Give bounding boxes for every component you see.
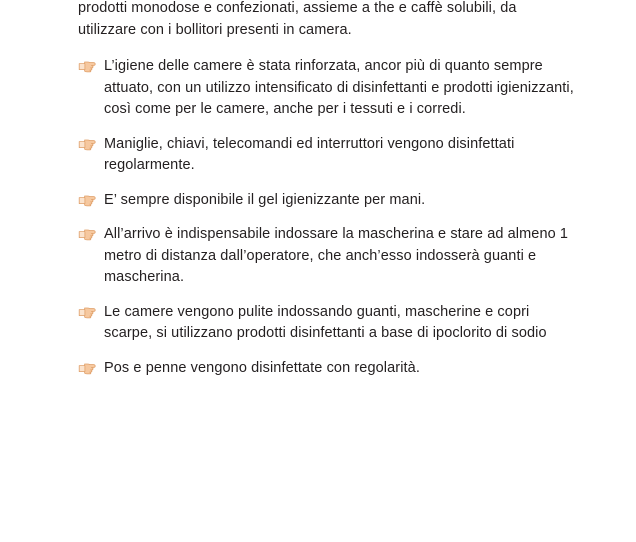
document-body [78,0,576,542]
paragraph-mascherina-arrivo [78,224,576,289]
paragraph-text: prodotti monodose e confezionati, assieme a the e caffè solubili, da utilizzare con i bollitori presenti in camera. [78,0,517,38]
paragraph-text: Maniglie, chiavi, telecomandi ed interruttori vengono disinfettati regolarmente. [104,135,515,173]
paragraph-text: E’ sempre disponibile il gel igienizzante per mani. [104,191,426,208]
paragraph-maniglie-chiavi [78,134,576,177]
pointing-hand-icon [78,303,98,321]
pointing-hand-icon [78,191,98,209]
paragraph-igiene-camere [78,56,576,121]
paragraph-text: L’igiene delle camere è stata rinforzata, ancor più di quanto sempre attuato, con un utilizzo intensificato di disinfettanti e prodotti igienizzanti, così come per le camere, anche per i tessuti e i corredi. [104,58,574,117]
paragraph-text: All’arrivo è indispensabile indossare la mascherina e stare ad almeno 1 metro di distanza dall’operatore, che anch’esso indosserà guanti e mascherina. [104,226,569,285]
pointing-hand-icon [78,225,98,243]
paragraph-intro-continuation [78,0,576,41]
pointing-hand-icon [78,57,98,75]
paragraph-text: Pos e penne vengono disinfettate con regolarità. [104,359,420,376]
paragraph-pos-penne [78,358,576,380]
pointing-hand-icon [78,135,98,153]
page-whitespace [78,392,576,542]
paragraph-text: Le camere vengono pulite indossando guanti, mascherine e copri scarpe, si utilizzano prodotti disinfettanti a base di ipoclorito di sodio [104,303,547,341]
pointing-hand-icon [78,359,98,377]
paragraph-pulizia-camere [78,302,576,345]
paragraph-gel-igienizzante [78,190,576,212]
